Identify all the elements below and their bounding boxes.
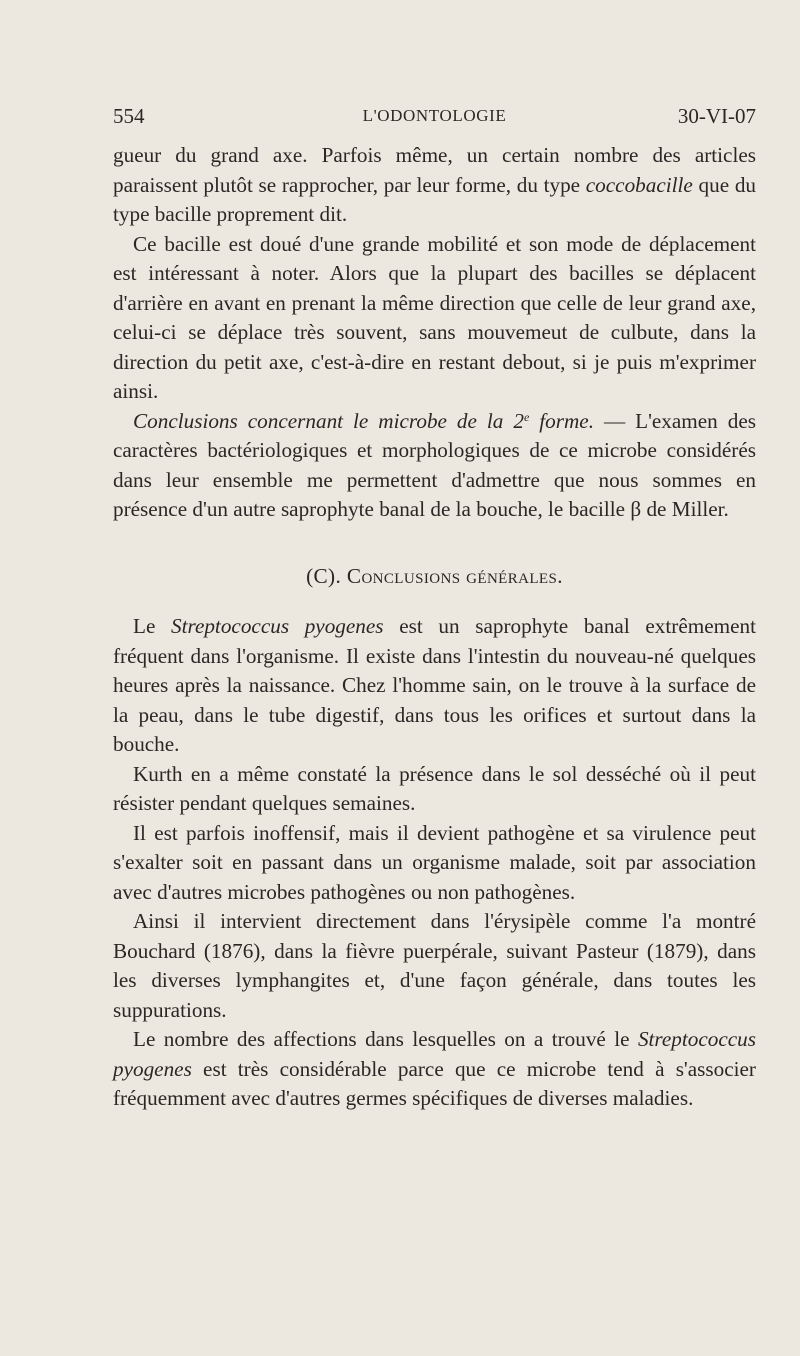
text-run: gueur du grand axe. Parfois même, un certain nombre des articles paraissent plutôt se rapprocher, par leur forme, du type [113,143,756,197]
journal-title: L'ODONTOLOGIE [362,106,507,125]
text-run: — L'examen des caractères bactériologiques et morphologiques de ce microbe considérés dans leur ensemble me permettent d'admettre que nous sommes en présence d'un autre saprophyte banal de la bouche, le bacille β de Miller. [113,408,756,521]
paragraph-conclusions [113,407,756,525]
heading-text: Conclusions générales. [346,563,563,588]
issue-date: 30-VI-07 [677,104,756,128]
text-run: est un saprophyte banal extrêmement fréquent dans l'organisme. Il existe dans l'intestin du nouveau-né quelques heures après la naissance. Chez l'homme sain, on le trouve à la surface de la peau, dans le tube digestif, dans tous les orifices et surtout dans la bouche. [113,614,756,756]
running-header [113,104,756,132]
italic-term: Streptococcus pyogenes [171,614,384,638]
text-run: que du type bacille proprement dit. [113,172,757,226]
text-run: Le nombre des affections dans lesquelles on a trouvé le [133,1027,638,1051]
paragraph-continued [113,141,756,230]
text-run: Conclusions concernant le microbe de la 2 [133,408,524,433]
italic-subheading [133,409,594,433]
text-run: est très considérable parce que ce microbe tend à s'associer fréquemment avec d'autres germes spécifiques de diverses maladies. [113,1056,756,1110]
body-text [113,141,756,1114]
text-run: Le [133,614,171,638]
paragraph [113,612,756,760]
paragraph [113,1025,756,1114]
text-run: forme. [529,408,594,433]
superscript: e [523,409,530,424]
paragraph: Ainsi il intervient directement dans l'érysipèle comme l'a montré Bouchard (1876), dans la fièvre puerpérale, suivant Pasteur (1879), dans les diverses lymphangites et, d'une façon générale, dans toutes les suppurations. [113,909,756,1022]
paragraph: Kurth en a même constaté la présence dans le sol desséché où il peut résister pendant quelques semaines. [113,761,756,815]
heading-prefix: (C). [306,563,347,588]
section-heading [113,562,756,592]
page-number: 554 [113,104,145,128]
paragraph: Il est parfois inoffensif, mais il devient pathogène et sa virulence peut s'exalter soit en passant dans un organisme malade, soit par association avec d'autres microbes pathogènes ou non pathogènes. [113,820,756,904]
italic-term: Streptococcus pyogenes [113,1027,756,1081]
paragraph: Ce bacille est doué d'une grande mobilité et son mode de déplacement est intéressant à noter. Alors que la plupart des bacilles se déplacent d'arrière en avant en prenant la même direction que celle de leur grand axe, celui-ci se déplace très souvent, sans mouvemeut de culbute, dans la direction du petit axe, c'est-à-dire en restant debout, si je puis m'exprimer ainsi. [113,231,756,403]
italic-term: coccobacille [585,172,693,197]
